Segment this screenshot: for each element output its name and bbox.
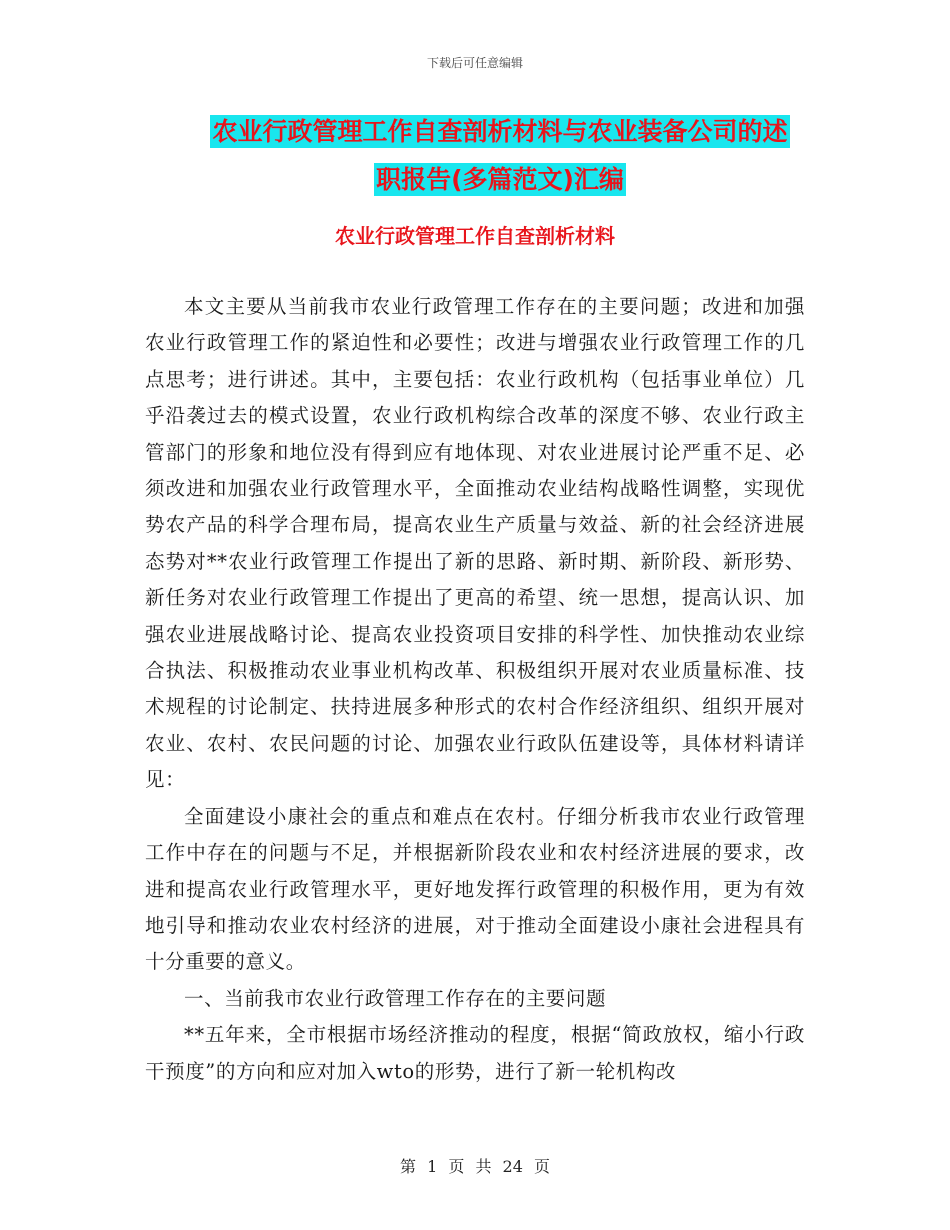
header-note: 下载后可任意编辑 xyxy=(426,56,523,70)
paragraph-3: **五年来，全市根据市场经济推动的程度，根据“简政放权，缩小行政干预度”的方向和应对加入wto的形势，进行了新一轮机构改 xyxy=(145,1023,805,1083)
page-indicator: 第 1 页 共 24 页 xyxy=(400,1157,550,1176)
document-title xyxy=(190,108,810,204)
paragraph-1: 本文主要从当前我市农业行政管理工作存在的主要问题；改进和加强农业行政管理工作的紧迫性和必要性；改进与增强农业行政管理工作的几点思考；进行讲述。其中，主要包括：农业行政机构（包括事业单位）几乎沿袭过去的模式设置，农业行政机构综合改革的深度不够、农业行政主管部门的形象和地位没有得到应有地体现、对农业进展讨论严重不足、必须改进和加强农业行政管理水平，全面推动农业结构战略性调整，实现优势农产品的科学合理布局，提高农业生产质量与效益、新的社会经济进展态势对**农业行政管理工作提出了新的思路、新时期、新阶段、新形势、新任务对农业行政管理工作提出了更高的希望、统一思想，提高认识、加强农业进展战略讨论、提高农业投资项目安排的科学性、加快推动农业综合执法、积极推动农业事业机构改革、积极组织开展对农业质量标准、技术规程的讨论制定、扶持进展多种形式的农村合作经济组织、组织开展对农业、农村、农民问题的讨论、加强农业行政队伍建设等，具体材料请详见： xyxy=(145,295,805,792)
section-title: 农业行政管理工作自查剖析材料 xyxy=(335,224,615,248)
document-body xyxy=(145,289,805,1090)
paragraph-2: 全面建设小康社会的重点和难点在农村。仔细分析我市农业行政管理工作中存在的问题与不足，并根据新阶段农业和农村经济进展的要求，改进和提高农业行政管理水平，更好地发挥行政管理的积极作用，更为有效地引导和推动农业农村经济的进展，对于推动全面建设小康社会进程具有十分重要的意义。 xyxy=(145,804,805,974)
document-title-line-1: 农业行政管理工作自查剖析材料与农业装备公司的述 xyxy=(212,117,788,146)
document-title-line-2: 职报告(多篇范文)汇编 xyxy=(376,165,624,194)
section-heading-1: 一、当前我市农业行政管理工作存在的主要问题 xyxy=(184,986,607,1010)
